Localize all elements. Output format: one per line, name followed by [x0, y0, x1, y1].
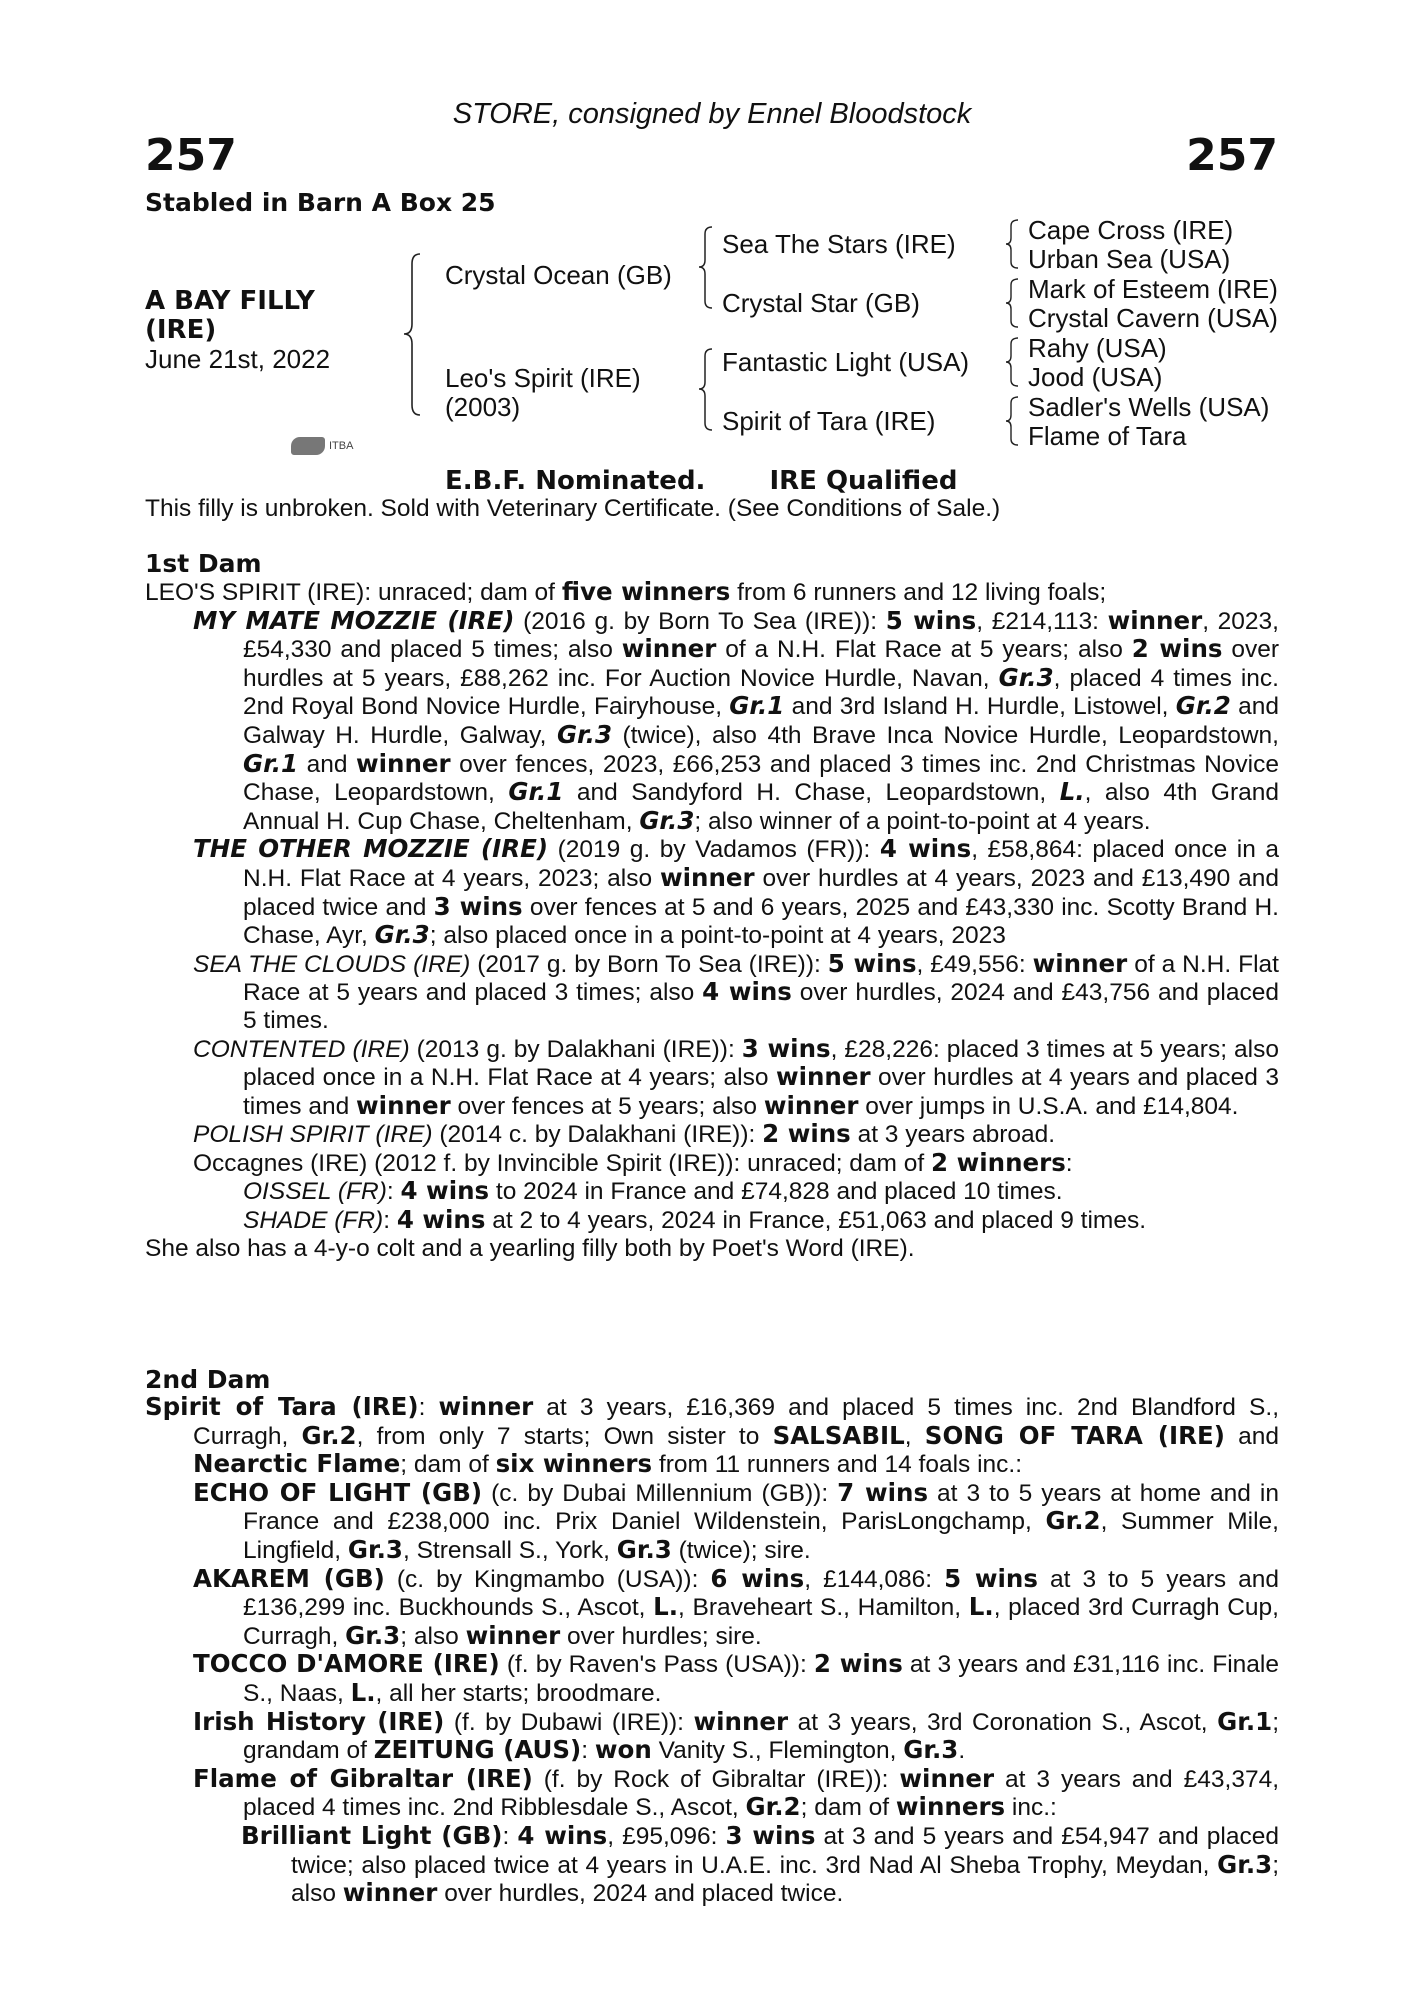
- pedigree-dam-year: (2003): [445, 392, 521, 422]
- pedigree-brace-3d: [1004, 395, 1020, 447]
- sale-notes: This filly is unbroken. Sold with Veterinary Certificate. (See Conditions of Sale.): [145, 495, 1001, 522]
- produce-akarem: AKAREM (GB) (c. by Kingmambo (USA)): 6 wins, £144,086: 5 wins at 3 to 5 years and £136,299 inc. Buckhounds S., Ascot, L., Braveheart S., Hamilton, L., placed 3rd Curragh Cup, Curragh, Gr.3; also winner over hurdles; sire.: [193, 1563, 1279, 1650]
- produce-shade: SHADE (FR): 4 wins at 2 to 4 years, 2024 in France, £51,063 and placed 9 times.: [243, 1205, 1147, 1235]
- pedigree-brace-1: [402, 252, 424, 417]
- lot-number-left: 257: [145, 130, 237, 181]
- pedigree-dam: Leo's Spirit (IRE): [445, 363, 641, 393]
- pedigree-g8: Flame of Tara: [1028, 421, 1187, 451]
- pedigree-brace-3c: [1004, 336, 1020, 388]
- subject-block: [145, 287, 330, 374]
- qualification-line: [445, 466, 957, 496]
- itba-logo: [291, 437, 353, 455]
- pedigree-brace-2a: [697, 225, 715, 310]
- first-dam-section: [145, 578, 1279, 1262]
- itba-label: ITBA: [329, 439, 354, 452]
- lot-number-right: 257: [1186, 130, 1278, 181]
- pedigree-g5: Rahy (USA): [1028, 333, 1167, 363]
- pedigree-brace-3a: [1004, 218, 1020, 270]
- pedigree-brace-3b: [1004, 277, 1020, 329]
- produce-my-mate-mozzie: MY MATE MOZZIE (IRE) (2016 g. by Born To Sea (IRE)): 5 wins, £214,113: winner, 2023, £54,330 and placed 5 times; also winner of a N.H. Flat Race at 5 years; also 2 wins over hurdles at 5 years, £88,262 inc. For Auction Novice Hurdle, Navan, Gr.3, placed 4 times inc. 2nd Royal Bond Novice Hurdle, Fairyhouse, Gr.1 and 3rd Island H. Hurdle, Listowel, Gr.2 and Galway H. Hurdle, Galway, Gr.3 (twice), also 4th Brave Inca Novice Hurdle, Leopardstown, Gr.1 and winner over fences, 2023, £66,253 and placed 3 times inc. 2nd Christmas Novice Chase, Leopardstown, Gr.1 and Sandyford H. Chase, Leopardstown, L., also 4th Grand Annual H. Cup Chase, Cheltenham, Gr.3; also winner of a point-to-point at 4 years.: [193, 605, 1280, 835]
- produce-contented: CONTENTED (IRE) (2013 g. by Dalakhani (IRE)): 3 wins, £28,226: placed 3 times at 5 years; also placed once in a N.H. Flat Race at 4 years; also winner over hurdles at 4 years and placed 3 times and winner over fences at 5 years; also winner over jumps in U.S.A. and £14,804.: [193, 1033, 1279, 1120]
- produce-oissel: OISSEL (FR): 4 wins to 2024 in France and £74,828 and placed 10 times.: [243, 1176, 1063, 1206]
- produce-brilliant-light: Brilliant Light (GB): 4 wins, £95,096: 3 wins at 3 and 5 years and £54,947 and placed twice; also placed twice at 4 years in U.A.E. inc. 3rd Nad Al Sheba Trophy, Meydan, Gr.3; also winner over hurdles, 2024 and placed twice.: [241, 1820, 1279, 1908]
- second-dam-heading: 2nd Dam: [145, 1365, 271, 1394]
- pedigree-dam-sire: Fantastic Light (USA): [722, 347, 970, 377]
- pedigree-g7: Sadler's Wells (USA): [1028, 392, 1270, 422]
- second-dam-section: [145, 1393, 1279, 1908]
- pedigree-sire-sire: Sea The Stars (IRE): [722, 229, 956, 259]
- produce-the-other-mozzie: THE OTHER MOZZIE (IRE) (2019 g. by Vadamos (FR)): 4 wins, £58,864: placed once in a N.H. Flat Race at 4 years, 2023; also winner over hurdles at 4 years, 2023 and £13,490 and placed twice and 3 wins over fences at 5 and 6 years, 2025 and £43,330 inc. Scotty Brand H. Chase, Ayr, Gr.3; also placed once in a point-to-point at 4 years, 2023: [193, 834, 1280, 950]
- first-dam-intro: LEO'S SPIRIT (IRE): unraced; dam of five winners from 6 runners and 12 living foals;: [145, 577, 1107, 606]
- ire-qualified: IRE Qualified: [769, 466, 958, 496]
- produce-flame-of-gibraltar: Flame of Gibraltar (IRE) (f. by Rock of Gibraltar (IRE)): winner at 3 years and £43,374, placed 4 times inc. 2nd Ribblesdale S., Ascot, Gr.2; dam of winners inc.:: [193, 1763, 1279, 1822]
- itba-mark-icon: [291, 437, 325, 455]
- produce-tocco-damore: TOCCO D'AMORE (IRE) (f. by Raven's Pass (USA)): 2 wins at 3 years and £31,116 inc. Finale S., Naas, L., all her starts; broodmare.: [193, 1649, 1279, 1707]
- pedigree-g1: Cape Cross (IRE): [1028, 215, 1234, 245]
- produce-polish-spirit: POLISH SPIRIT (IRE) (2014 c. by Dalakhani (IRE)): 2 wins at 3 years abroad.: [193, 1119, 1056, 1149]
- stabled-location: Stabled in Barn A Box 25: [145, 188, 496, 217]
- pedigree-g2: Urban Sea (USA): [1028, 244, 1231, 274]
- pedigree-sire: Crystal Ocean (GB): [445, 260, 672, 290]
- second-dam-intro: Spirit of Tara (IRE): winner at 3 years, £16,369 and placed 5 times inc. 2nd Blandford S., Curragh, Gr.2, from only 7 starts; Own sister to SALSABIL, SONG OF TARA (IRE) and Nearctic Flame; dam of six winners from 11 runners and 14 foals inc.:: [145, 1392, 1279, 1479]
- produce-occagnes: Occagnes (IRE) (2012 f. by Invincible Spirit (IRE)): unraced; dam of 2 winners:: [193, 1147, 1073, 1177]
- subject-foaled: June 21st, 2022: [145, 344, 331, 375]
- pedigree-g4: Crystal Cavern (USA): [1028, 303, 1278, 333]
- ebf-nominated: E.B.F. Nominated.: [445, 466, 706, 496]
- pedigree-g3: Mark of Esteem (IRE): [1028, 274, 1278, 304]
- subject-sex: A BAY FILLY: [145, 286, 315, 316]
- produce-echo-of-light: ECHO OF LIGHT (GB) (c. by Dubai Millennium (GB)): 7 wins at 3 to 5 years at home and in France and £238,000 inc. Prix Daniel Wildenstein, ParisLongchamp, Gr.2, Summer Mile, Lingfield, Gr.3, Strensall S., York, Gr.3 (twice); sire.: [193, 1477, 1279, 1564]
- produce-sea-the-clouds: SEA THE CLOUDS (IRE) (2017 g. by Born To Sea (IRE)): 5 wins, £49,556: winner of a N.H. Flat Race at 5 years and placed 3 times; also 4 wins over hurdles, 2024 and £43,756 and placed 5 times.: [193, 948, 1279, 1034]
- pedigree-dam-dam: Spirit of Tara (IRE): [722, 406, 936, 436]
- pedigree-brace-2b: [697, 347, 715, 432]
- pedigree-sire-dam: Crystal Star (GB): [722, 288, 920, 318]
- produce-irish-history: Irish History (IRE) (f. by Dubawi (IRE)): winner at 3 years, 3rd Coronation S., Ascot, Gr.1; grandam of ZEITUNG (AUS): won Vanity S., Flemington, Gr.3.: [193, 1706, 1280, 1765]
- pedigree-g6: Jood (USA): [1028, 362, 1163, 392]
- consignor-line: STORE, consigned by Ennel Bloodstock: [452, 98, 972, 130]
- subject-country: (IRE): [145, 315, 217, 346]
- first-dam-also: She also has a 4-y-o colt and a yearling filly both by Poet's Word (IRE).: [145, 1234, 915, 1262]
- first-dam-heading: 1st Dam: [145, 549, 262, 578]
